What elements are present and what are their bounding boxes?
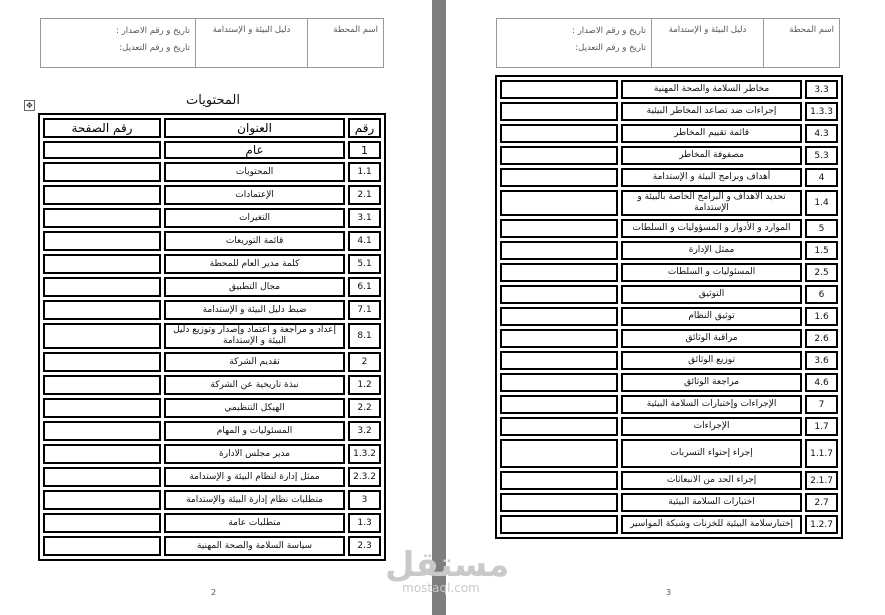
toc-row-title: الهيكل التنظيمي <box>164 398 345 418</box>
toc-row-title: ممثل إدارة لنظام البيئة و الإستدامة <box>164 467 345 487</box>
toc-row-page <box>500 395 618 414</box>
toc-row-title: إجراء إحتواء التسربات <box>621 439 802 468</box>
toc-row-number: 3.3 <box>805 80 838 99</box>
toc-row <box>43 231 381 251</box>
toc-row <box>43 536 381 556</box>
watermark-logo <box>385 545 510 595</box>
toc-row-title: المسئوليات و السلطات <box>621 263 802 282</box>
toc-row <box>43 141 381 159</box>
toc-row-page <box>43 231 161 251</box>
toc-row-number: 6.1 <box>348 277 381 297</box>
toc-row-page <box>43 277 161 297</box>
toc-row-title: اختبارات السلامة البيئية <box>621 493 802 512</box>
toc-row-title: مدير مجلس الادارة <box>164 444 345 464</box>
toc-row-number: 6 <box>805 285 838 304</box>
toc-row-page <box>43 141 161 159</box>
toc-row <box>500 493 838 512</box>
toc-row <box>500 395 838 414</box>
toc-row-title: تقديم الشركة <box>164 352 345 372</box>
toc-row <box>500 190 838 216</box>
page-number: 3 <box>666 588 672 597</box>
page-header <box>40 18 384 68</box>
toc-row-number: 3.6 <box>805 351 838 370</box>
toc-row-number: 2.3.2 <box>348 467 381 487</box>
toc-row-title: ضبط دليل البيئة و الإستدامة <box>164 300 345 320</box>
toc-row-title: الإجراءات وإختبارات السلامة البيئية <box>621 395 802 414</box>
toc-row-page <box>500 417 618 436</box>
toc-row-title: ممثل الإدارة <box>621 241 802 260</box>
issue-label: تاريخ و رقم الاصدار : <box>116 26 190 36</box>
toc-table-right <box>495 75 843 539</box>
toc-row-page <box>500 373 618 392</box>
guide-title-cell: دليل البيئة و الإستدامة <box>195 19 307 67</box>
toc-row <box>500 351 838 370</box>
toc-row <box>500 124 838 143</box>
toc-row-number: 1.5 <box>805 241 838 260</box>
toc-row <box>500 241 838 260</box>
column-header-title: العنوان <box>164 118 345 138</box>
toc-row-title: توثيق النظام <box>621 307 802 326</box>
toc-row-page <box>43 323 161 349</box>
toc-title: المحتويات <box>186 93 240 108</box>
page-gutter <box>432 0 446 615</box>
toc-row-number: 5.1 <box>348 254 381 274</box>
toc-row-number: 1.1.7 <box>805 439 838 468</box>
toc-row <box>500 219 838 238</box>
toc-row-number: 8.1 <box>348 323 381 349</box>
toc-row-page <box>43 208 161 228</box>
toc-row-number: 3 <box>348 490 381 510</box>
station-name-cell: اسم المحطة <box>763 19 839 67</box>
toc-row-page <box>500 351 618 370</box>
toc-row-number: 1.2 <box>348 375 381 395</box>
toc-row-page <box>43 421 161 441</box>
toc-row-title: كلمة مدير العام للمحطة <box>164 254 345 274</box>
toc-row-number: 2.6 <box>805 329 838 348</box>
toc-row-page <box>500 285 618 304</box>
toc-row-number: 1.4 <box>805 190 838 216</box>
watermark-arabic: مستقل <box>385 545 510 585</box>
toc-row-title: نبذة تاريخية عن الشركة <box>164 375 345 395</box>
toc-row-page <box>43 254 161 274</box>
toc-row-title: إجراءات ضد تصاعد المخاطر البيئية <box>621 102 802 121</box>
toc-row <box>43 421 381 441</box>
toc-row-page <box>43 375 161 395</box>
toc-row-title: تحديد الأهداف و البرامج الخاصة بالبيئة و الإستدامة <box>621 190 802 216</box>
toc-row-page <box>500 190 618 216</box>
toc-row-title: توزيع الوثائق <box>621 351 802 370</box>
toc-row-number: 4.3 <box>805 124 838 143</box>
toc-row-page <box>43 536 161 556</box>
toc-row-title: قائمة التوريعات <box>164 231 345 251</box>
toc-row-number: 3.1 <box>348 208 381 228</box>
toc-row-title: إختبارسلامة البيئية للخزنات وشبكة المواسير <box>621 515 802 534</box>
toc-row <box>43 352 381 372</box>
toc-row <box>500 329 838 348</box>
toc-row-number: 4.6 <box>805 373 838 392</box>
toc-row-number: 4.1 <box>348 231 381 251</box>
toc-row-number: 1.2.7 <box>805 515 838 534</box>
toc-row-number: 2.1.7 <box>805 471 838 490</box>
toc-row <box>500 263 838 282</box>
page-header <box>496 18 840 68</box>
toc-row <box>43 323 381 349</box>
toc-row-page <box>43 444 161 464</box>
toc-row-number: 2 <box>348 352 381 372</box>
watermark-latin: mostaql.com <box>402 581 480 595</box>
toc-row-page <box>500 329 618 348</box>
toc-row-number: 4 <box>805 168 838 187</box>
toc-row-title: التوثيق <box>621 285 802 304</box>
toc-row <box>43 208 381 228</box>
right-page <box>446 0 885 615</box>
toc-row <box>43 300 381 320</box>
toc-row <box>43 185 381 205</box>
toc-row <box>500 307 838 326</box>
toc-row-page <box>43 467 161 487</box>
toc-row-title: مراجعة الوثائق <box>621 373 802 392</box>
toc-row-number: 1.3.2 <box>348 444 381 464</box>
toc-row-page <box>500 515 618 534</box>
toc-row <box>500 417 838 436</box>
toc-row-page <box>43 300 161 320</box>
toc-row-page <box>43 490 161 510</box>
toc-row <box>500 80 838 99</box>
toc-row-number: 2.3 <box>348 536 381 556</box>
toc-row <box>43 162 381 182</box>
toc-row-title: الإعتمادات <box>164 185 345 205</box>
toc-row-number: 1.7 <box>805 417 838 436</box>
station-name-cell: اسم المحطة <box>307 19 383 67</box>
issue-label: تاريخ و رقم الاصدار : <box>572 26 646 36</box>
toc-row-page <box>500 124 618 143</box>
toc-row-title: متطلبات نظام إدارة البيئة والإستدامة <box>164 490 345 510</box>
toc-row <box>43 444 381 464</box>
toc-row <box>500 515 838 534</box>
toc-row <box>43 375 381 395</box>
toc-row-page <box>43 185 161 205</box>
toc-row-page <box>500 219 618 238</box>
toc-row <box>500 471 838 490</box>
toc-row-page <box>500 241 618 260</box>
toc-row-title: أهداف وبرامج البيئة و الإستدامة <box>621 168 802 187</box>
revision-label: تاريخ و رقم التعديل: <box>119 43 190 53</box>
toc-row <box>500 373 838 392</box>
toc-row <box>500 102 838 121</box>
toc-row-number: 7.1 <box>348 300 381 320</box>
toc-row-number: 5 <box>805 219 838 238</box>
toc-row-page <box>500 471 618 490</box>
toc-row-number: 1.6 <box>805 307 838 326</box>
toc-row-number: 1.3 <box>348 513 381 533</box>
toc-row-title: سياسة السلامة والصحة المهنية <box>164 536 345 556</box>
toc-row-title: مجال التطبيق <box>164 277 345 297</box>
toc-row-title: إعداد و مراجعة و اعتماد وإصدار وتوزيع دليل البيئة و الإستدامة <box>164 323 345 349</box>
toc-row-title: التغيرات <box>164 208 345 228</box>
toc-row-title: الموارد و الأدوار و المسؤوليات و السلطات <box>621 219 802 238</box>
toc-row-page <box>500 307 618 326</box>
toc-row-title: قائمة تقييم المخاطر <box>621 124 802 143</box>
toc-row-number: 5.3 <box>805 146 838 165</box>
toc-row <box>43 467 381 487</box>
toc-row-title: مخاطر السلامة والصحة المهنية <box>621 80 802 99</box>
toc-row-page <box>500 168 618 187</box>
toc-row-title: الإجراءات <box>621 417 802 436</box>
revision-label: تاريخ و رقم التعديل: <box>575 43 646 53</box>
toc-row <box>43 513 381 533</box>
toc-row-number: 3.2 <box>348 421 381 441</box>
column-header-number: رقم <box>348 118 381 138</box>
toc-row-number: 2.5 <box>805 263 838 282</box>
toc-row-page <box>500 146 618 165</box>
page-number: 2 <box>211 588 217 597</box>
toc-row-page <box>500 102 618 121</box>
toc-row <box>500 285 838 304</box>
toc-row-page <box>500 80 618 99</box>
toc-row-title: عام <box>164 141 345 159</box>
toc-row-page <box>500 263 618 282</box>
toc-row-title: إجراء الحد من الانبعاثات <box>621 471 802 490</box>
issue-cell <box>497 19 651 67</box>
toc-row-number: 1.3.3 <box>805 102 838 121</box>
left-page <box>0 0 432 615</box>
toc-row <box>500 439 838 468</box>
toc-row-number: 2.1 <box>348 185 381 205</box>
toc-row-page <box>43 513 161 533</box>
toc-row-page <box>43 162 161 182</box>
toc-row-title: المحتويات <box>164 162 345 182</box>
toc-row <box>500 168 838 187</box>
guide-title-cell: دليل البيئة و الإستدامة <box>651 19 763 67</box>
toc-row-title: مصفوفة المخاطر <box>621 146 802 165</box>
toc-row <box>43 277 381 297</box>
table-move-handle-icon[interactable]: ✥ <box>24 100 35 111</box>
toc-row-number: 1 <box>348 141 381 159</box>
toc-table-left <box>38 113 386 561</box>
toc-row-title: مراقبة الوثائق <box>621 329 802 348</box>
toc-row-page <box>43 352 161 372</box>
column-header-page: رقم الصفحة <box>43 118 161 138</box>
toc-row-title: متطلبات عامة <box>164 513 345 533</box>
toc-row-title: المسئوليات و المهام <box>164 421 345 441</box>
toc-row <box>43 398 381 418</box>
toc-row-page <box>500 493 618 512</box>
toc-row-number: 1.1 <box>348 162 381 182</box>
toc-row <box>43 490 381 510</box>
toc-row-number: 2.7 <box>805 493 838 512</box>
toc-row-page <box>500 439 618 468</box>
toc-row-page <box>43 398 161 418</box>
toc-row-number: 7 <box>805 395 838 414</box>
toc-row <box>500 146 838 165</box>
toc-row-number: 2.2 <box>348 398 381 418</box>
toc-row <box>43 254 381 274</box>
issue-cell <box>41 19 195 67</box>
